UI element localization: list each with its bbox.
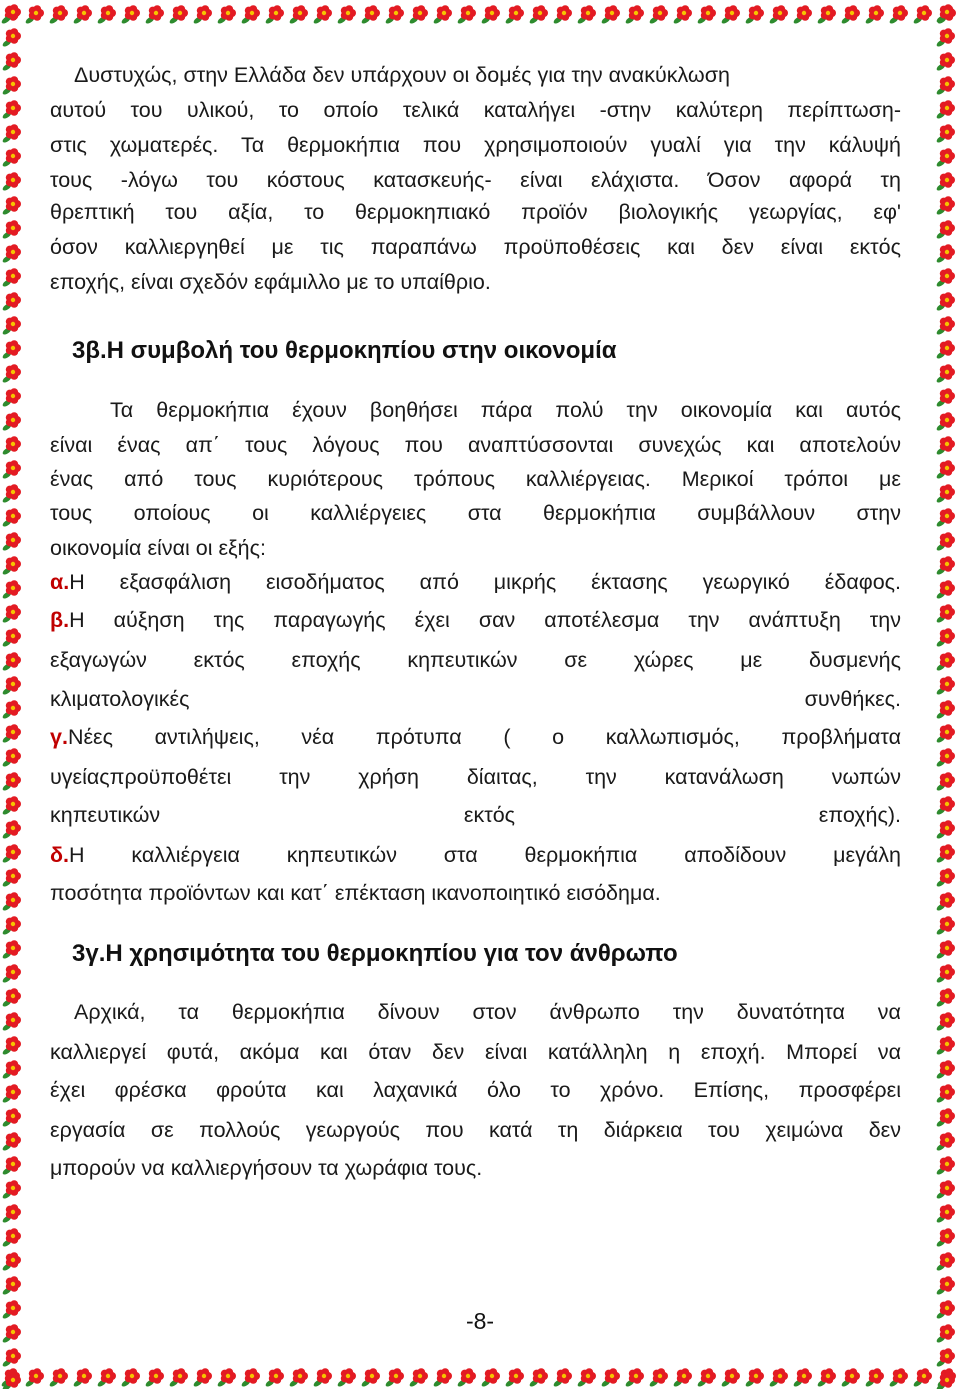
list-item-line: κηπευτικών εκτός εποχής). — [50, 803, 901, 827]
red-flower-icon — [120, 1368, 140, 1388]
red-flower-icon — [456, 5, 476, 25]
red-flower-icon — [1, 796, 21, 816]
red-flower-icon — [240, 1368, 260, 1388]
red-flower-icon — [935, 244, 955, 264]
text-line: εποχής, είναι σχεδόν εφάμιλλο με το υπαίθριο. — [50, 270, 491, 294]
red-flower-icon — [935, 460, 955, 480]
red-flower-icon — [1, 988, 21, 1008]
red-flower-icon — [1, 316, 21, 336]
text-line: έχει φρέσκα φρούτα και λαχανικά όλο το χρόνο. Επίσης, προσφέρει — [50, 1078, 901, 1102]
red-flower-icon — [288, 1368, 308, 1388]
list-item-text: Νέες αντιλήψεις, νέα πρότυπα ( ο καλλωπισμός, προβλήματα — [67, 725, 901, 749]
text-line: Δυστυχώς, στην Ελλάδα δεν υπάρχουν οι δομές για την ανακύκλωση — [74, 63, 730, 87]
red-flower-icon — [1, 52, 21, 72]
floral-border-left — [0, 0, 26, 1389]
red-flower-icon — [935, 268, 955, 288]
text-line: στις χωματερές. Τα θερμοκήπια που χρησιμοποιούν γυαλί για την κάλυψή — [50, 133, 901, 157]
red-flower-icon — [935, 700, 955, 720]
red-flower-icon — [935, 844, 955, 864]
red-flower-icon — [528, 1368, 548, 1388]
text-line: μπορούν να καλλιεργήσουν τα χωράφια τους. — [50, 1156, 483, 1180]
red-flower-icon — [1, 1012, 21, 1032]
red-flower-icon — [935, 1276, 955, 1296]
text-line: οικονομία είναι οι εξής: — [50, 536, 266, 560]
red-flower-icon — [1, 964, 21, 984]
red-flower-icon — [935, 364, 955, 384]
text-line: τους -λόγω του κόστους κατασκευής- είναι ελάχιστα. Όσον αφορά τη — [50, 168, 901, 192]
page-number: -8- — [465, 1308, 495, 1334]
red-flower-icon — [624, 5, 644, 25]
red-flower-icon — [408, 1368, 428, 1388]
red-flower-icon — [935, 148, 955, 168]
red-flower-icon — [888, 5, 908, 25]
red-flower-icon — [1, 700, 21, 720]
red-flower-icon — [1, 268, 21, 288]
red-flower-icon — [1, 940, 21, 960]
red-flower-icon — [935, 796, 955, 816]
red-flower-icon — [672, 5, 692, 25]
red-flower-icon — [1, 28, 21, 48]
red-flower-icon — [935, 892, 955, 912]
red-flower-icon — [744, 1368, 764, 1388]
red-flower-icon — [1, 244, 21, 264]
red-flower-icon — [1, 340, 21, 360]
red-flower-icon — [935, 100, 955, 120]
list-item-text: Η καλλιέργεια κηπευτικών στα θερμοκήπια αποδίδουν μεγάλη — [69, 843, 901, 867]
list-item-line: ποσότητα προϊόντων και κατ΄ επέκταση ικανοποιητικό εισόδημα. — [50, 881, 661, 905]
text-line: τους οποίους οι καλλιέργειες στα θερμοκήπια συμβάλλουν στην — [50, 501, 901, 525]
red-flower-icon — [912, 5, 932, 25]
list-marker: δ. — [50, 843, 70, 867]
red-flower-icon — [1, 1084, 21, 1104]
text-line: αυτού του υλικού, το οποίο τελικά καταλήγει -στην καλύτερη περίπτωση- — [50, 98, 901, 122]
red-flower-icon — [935, 628, 955, 648]
red-flower-icon — [935, 1108, 955, 1128]
list-marker: γ. — [50, 725, 68, 749]
red-flower-icon — [935, 820, 955, 840]
red-flower-icon — [120, 5, 140, 25]
red-flower-icon — [935, 1060, 955, 1080]
red-flower-icon — [360, 5, 380, 25]
red-flower-icon — [552, 5, 572, 25]
red-flower-icon — [935, 868, 955, 888]
red-flower-icon — [935, 1204, 955, 1224]
red-flower-icon — [288, 5, 308, 25]
red-flower-icon — [1, 1372, 21, 1389]
list-marker: β. — [50, 608, 70, 632]
red-flower-icon — [792, 5, 812, 25]
red-flower-icon — [935, 484, 955, 504]
red-flower-icon — [1, 292, 21, 312]
red-flower-icon — [1, 364, 21, 384]
red-flower-icon — [1, 124, 21, 144]
red-flower-icon — [384, 1368, 404, 1388]
red-flower-icon — [432, 1368, 452, 1388]
list-marker: α. — [50, 570, 70, 594]
red-flower-icon — [935, 316, 955, 336]
red-flower-icon — [216, 1368, 236, 1388]
text-line: είναι ένας απ΄ τους λόγους που αναπτύσσονται συνεχώς και αποτελούν — [50, 433, 901, 457]
text-line: εργασία σε πολλούς γεωργούς που κατά τη διάρκεια του χειμώνα δεν — [50, 1118, 901, 1142]
text-line: Αρχικά, τα θερμοκήπια δίνουν στον άνθρωπο την δυνατότητα να — [74, 1000, 901, 1024]
red-flower-icon — [1, 1060, 21, 1080]
red-flower-icon — [1, 1108, 21, 1128]
list-item-text: Η εξασφάλιση εισοδήματος από μικρής έκτασης γεωργικό έδαφος. — [69, 570, 901, 594]
red-flower-icon — [935, 196, 955, 216]
red-flower-icon — [864, 1368, 884, 1388]
red-flower-icon — [935, 748, 955, 768]
list-item-line: υγείαςπροϋποθέτει την χρήση δίαιτας, την κατανάλωση νωπών — [50, 765, 901, 789]
red-flower-icon — [935, 508, 955, 528]
red-flower-icon — [312, 1368, 332, 1388]
red-flower-icon — [935, 964, 955, 984]
red-flower-icon — [816, 1368, 836, 1388]
red-flower-icon — [935, 388, 955, 408]
list-item-line — [50, 567, 901, 597]
red-flower-icon — [935, 1132, 955, 1152]
red-flower-icon — [504, 5, 524, 25]
section-heading-3b: 3β.Η συμβολή του θερμοκηπίου στην οικονομία — [72, 337, 617, 364]
red-flower-icon — [935, 916, 955, 936]
red-flower-icon — [935, 940, 955, 960]
red-flower-icon — [1, 220, 21, 240]
text-line: όσον καλλιεργηθεί με τις παραπάνω προϋποθέσεις και δεν είναι εκτός — [50, 235, 901, 259]
red-flower-icon — [648, 1368, 668, 1388]
red-flower-icon — [480, 1368, 500, 1388]
red-flower-icon — [935, 1228, 955, 1248]
red-flower-icon — [504, 1368, 524, 1388]
red-flower-icon — [935, 532, 955, 552]
red-flower-icon — [1, 484, 21, 504]
red-flower-icon — [768, 1368, 788, 1388]
red-flower-icon — [1, 388, 21, 408]
red-flower-icon — [935, 1372, 955, 1389]
red-flower-icon — [600, 5, 620, 25]
red-flower-icon — [552, 1368, 572, 1388]
red-flower-icon — [1, 1156, 21, 1176]
red-flower-icon — [1, 1132, 21, 1152]
red-flower-icon — [1, 556, 21, 576]
red-flower-icon — [1, 100, 21, 120]
floral-border-right — [934, 0, 960, 1389]
red-flower-icon — [1, 772, 21, 792]
red-flower-icon — [935, 1156, 955, 1176]
red-flower-icon — [935, 28, 955, 48]
list-item-line — [50, 605, 901, 635]
red-flower-icon — [1, 580, 21, 600]
red-flower-icon — [96, 5, 116, 25]
red-flower-icon — [935, 4, 955, 24]
red-flower-icon — [480, 5, 500, 25]
red-flower-icon — [624, 1368, 644, 1388]
red-flower-icon — [935, 604, 955, 624]
red-flower-icon — [935, 1084, 955, 1104]
red-flower-icon — [696, 1368, 716, 1388]
red-flower-icon — [1, 1276, 21, 1296]
red-flower-icon — [935, 172, 955, 192]
red-flower-icon — [168, 5, 188, 25]
red-flower-icon — [1, 76, 21, 96]
red-flower-icon — [840, 5, 860, 25]
red-flower-icon — [216, 5, 236, 25]
red-flower-icon — [72, 1368, 92, 1388]
red-flower-icon — [935, 652, 955, 672]
red-flower-icon — [456, 1368, 476, 1388]
red-flower-icon — [360, 1368, 380, 1388]
red-flower-icon — [312, 5, 332, 25]
red-flower-icon — [1, 460, 21, 480]
red-flower-icon — [935, 124, 955, 144]
red-flower-icon — [1, 868, 21, 888]
red-flower-icon — [888, 1368, 908, 1388]
red-flower-icon — [1, 172, 21, 192]
red-flower-icon — [912, 1368, 932, 1388]
red-flower-icon — [1, 652, 21, 672]
red-flower-icon — [144, 1368, 164, 1388]
red-flower-icon — [1, 604, 21, 624]
red-flower-icon — [648, 5, 668, 25]
red-flower-icon — [768, 5, 788, 25]
red-flower-icon — [720, 5, 740, 25]
red-flower-icon — [1, 1204, 21, 1224]
red-flower-icon — [1, 892, 21, 912]
red-flower-icon — [1, 1228, 21, 1248]
red-flower-icon — [935, 1012, 955, 1032]
floral-border-bottom — [0, 1363, 960, 1389]
red-flower-icon — [816, 5, 836, 25]
red-flower-icon — [1, 748, 21, 768]
red-flower-icon — [576, 5, 596, 25]
red-flower-icon — [144, 5, 164, 25]
red-flower-icon — [935, 220, 955, 240]
red-flower-icon — [384, 5, 404, 25]
red-flower-icon — [1, 628, 21, 648]
red-flower-icon — [600, 1368, 620, 1388]
text-line: καλλιεργεί φυτά, ακόμα και όταν δεν είναι κατάλληλη η εποχή. Μπορεί να — [50, 1040, 901, 1064]
red-flower-icon — [935, 76, 955, 96]
list-item-line: εξαγωγών εκτός εποχής κηπευτικών σε χώρες με δυσμενής — [50, 648, 901, 672]
red-flower-icon — [576, 1368, 596, 1388]
red-flower-icon — [935, 1180, 955, 1200]
red-flower-icon — [935, 772, 955, 792]
red-flower-icon — [935, 52, 955, 72]
red-flower-icon — [72, 5, 92, 25]
red-flower-icon — [935, 1036, 955, 1056]
red-flower-icon — [168, 1368, 188, 1388]
red-flower-icon — [1, 676, 21, 696]
red-flower-icon — [48, 1368, 68, 1388]
red-flower-icon — [408, 5, 428, 25]
red-flower-icon — [864, 5, 884, 25]
red-flower-icon — [935, 292, 955, 312]
red-flower-icon — [792, 1368, 812, 1388]
red-flower-icon — [720, 1368, 740, 1388]
red-flower-icon — [192, 1368, 212, 1388]
red-flower-icon — [935, 988, 955, 1008]
red-flower-icon — [1, 4, 21, 24]
red-flower-icon — [696, 5, 716, 25]
red-flower-icon — [48, 5, 68, 25]
list-item-line — [50, 840, 901, 870]
red-flower-icon — [935, 412, 955, 432]
text-line: Τα θερμοκήπια έχουν βοηθήσει πάρα πολύ την οικονομία και αυτός — [110, 398, 901, 422]
red-flower-icon — [1, 724, 21, 744]
red-flower-icon — [935, 580, 955, 600]
red-flower-icon — [192, 5, 212, 25]
red-flower-icon — [1, 532, 21, 552]
red-flower-icon — [935, 1252, 955, 1272]
floral-border-top — [0, 0, 960, 26]
red-flower-icon — [1, 1252, 21, 1272]
red-flower-icon — [1, 148, 21, 168]
red-flower-icon — [935, 556, 955, 576]
red-flower-icon — [264, 1368, 284, 1388]
red-flower-icon — [1, 412, 21, 432]
red-flower-icon — [336, 1368, 356, 1388]
red-flower-icon — [24, 5, 44, 25]
red-flower-icon — [432, 5, 452, 25]
red-flower-icon — [1, 508, 21, 528]
red-flower-icon — [96, 1368, 116, 1388]
red-flower-icon — [840, 1368, 860, 1388]
red-flower-icon — [240, 5, 260, 25]
red-flower-icon — [1, 1180, 21, 1200]
red-flower-icon — [1, 820, 21, 840]
red-flower-icon — [1, 1036, 21, 1056]
red-flower-icon — [935, 676, 955, 696]
list-item-line: κλιματολογικές συνθήκες. — [50, 687, 901, 711]
red-flower-icon — [1, 844, 21, 864]
red-flower-icon — [336, 5, 356, 25]
text-line: θρεπτική του αξία, το θερμοκηπιακό προϊόν βιολογικής γεωργίας, εφ' — [50, 200, 901, 224]
list-item-text: Η αύξηση της παραγωγής έχει σαν αποτέλεσμα την ανάπτυξη την — [69, 608, 901, 632]
red-flower-icon — [672, 1368, 692, 1388]
red-flower-icon — [528, 5, 548, 25]
section-heading-3c: 3γ.Η χρησιμότητα του θερμοκηπίου για τον άνθρωπο — [72, 940, 678, 967]
red-flower-icon — [264, 5, 284, 25]
red-flower-icon — [935, 1348, 955, 1368]
red-flower-icon — [1, 436, 21, 456]
red-flower-icon — [935, 724, 955, 744]
text-line: ένας από τους κυριότερους τρόπους καλλιέργειας. Μερικοί τρόποι με — [50, 467, 901, 491]
red-flower-icon — [1, 196, 21, 216]
red-flower-icon — [1, 1348, 21, 1368]
red-flower-icon — [24, 1368, 44, 1388]
red-flower-icon — [744, 5, 764, 25]
red-flower-icon — [935, 436, 955, 456]
red-flower-icon — [1, 916, 21, 936]
list-item-line — [50, 722, 901, 752]
red-flower-icon — [935, 340, 955, 360]
